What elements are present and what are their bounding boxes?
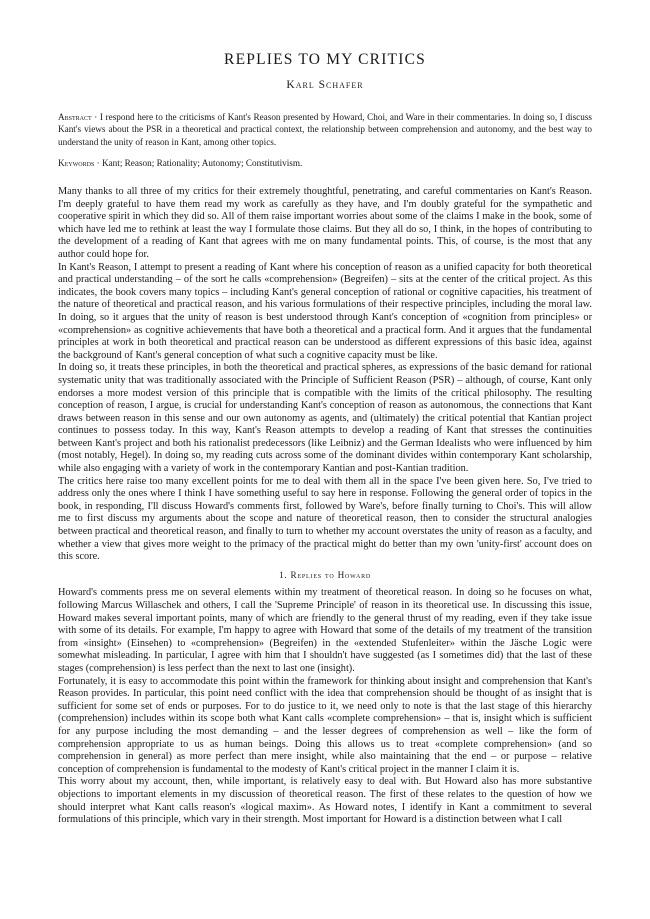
abstract-label: Abstract [58,112,92,122]
abstract-text: · I respond here to the criticisms of Kant's Reason presented by Howard, Choi, and Ware in their commentaries. In doing so, I discuss Kant's views about the PSR in a theoretical and practical context, the relationship between comprehension and autonomy, and the best way to understand the unity of reason in Kant, among other topics. [58,112,592,147]
article-body [58,186,592,827]
keywords-text: · Kant; Reason; Rationality; Autonomy; Constitutivism. [94,158,303,168]
body-paragraph: In doing so, it treats these principles, in both the theoretical and practical spheres, as expressions of the basic demand for rational systematic unity that was traditionally associated with the Principle of Sufficient Reason (PSR) – although, of course, Kant only endorses a more modest version of this principle that is compatible with the limits of the critical philosophy. The resulting conception of reason, I argue, is crucial for understanding Kant's conception of reason as autonomous, the connections that Kant draws between reason in this sense and our own autonomy as agents, and (ultimately) the critical potential that Kantian project continues to possess today. In this way, Kant's Reason attempts to develop a reading of Kant that stresses the continuities between Kant's project and both his rationalist predecessors (like Leibniz) and the German Idealists who were influenced by him (most notably, Hegel). In doing so, my reading cuts across some of the dominant divides within contemporary Kant scholarship, while also engaging with a variety of work in the contemporary Kantian and post-Kantian tradition. [58,362,592,475]
paper-title: REPLIES TO MY CRITICS [224,51,426,68]
abstract [58,111,592,148]
body-paragraph: Many thanks to all three of my critics for their extremely thoughtful, penetrating, and careful commentaries on Kant's Reason. I'm deeply grateful to have them read my work as carefully as they have, and I'm doubly grateful for the sympathetic and cooperative spirit in which they did so. All of them raise important worries about some of the claims I make in the book, some of which have led me to rethink at least the way I formulate those claims. But they all do so, I think, in the hopes of contributing to the development of a reading of Kant that agrees with me on many fundamental points. This, of course, is the most that any author could hope for. [58,186,592,260]
body-paragraph: This worry about my account, then, while important, is relatively easy to deal with. But Howard also has more substantive objections to important elements in my discussion of theoretical reason. The first of these relates to the question of how we should interpret what Kant calls reason's «logical maxim». As Howard notes, I identify in Kant a commitment to several formulations of this principle, which vary in their strength. Most important for Howard is a distinction between what I call [58,776,592,826]
keywords [58,157,592,169]
body-paragraph: Howard's comments press me on several elements within my treatment of theoretical reason. In doing so he focuses on what, following Marcus Willaschek and others, I call the 'Supreme Principle' of reason in its theoretical use. In discussing this issue, Howard makes several important points, many of which are friendly to the general thrust of my reading, even if they take issue with some of its details. For example, I'm happy to agree with Howard that some of the details of my treatment of the transition from «insight» (Einsehen) to «comprehension» (Begreifen) in the «extended Stufenleiter» within the Jäsche Logic were somewhat misleading. In particular, I agree with him that I shouldn't have suggested (as I sometimes did) that the last of these stages (comprehension) is less perfect than the next to last one (insight). [58,587,592,674]
keywords-label: Keywords [58,158,95,168]
body-paragraph: Fortunately, it is easy to accommodate this point within the framework for thinking about insight and comprehension that Kant's Reason provides. In particular, this point need conflict with the idea that comprehension should be thought of as insight that is sufficient for some set of ends or purposes. For to do justice to it, we need only to note is that the last stage of this hierarchy (comprehension) includes within its scope both what Kant calls «complete comprehension» – that is, insight which is sufficient for any purpose including the most demanding – and the lesser degrees of comprehension as well – like the form of comprehension appropriate to us as human beings. Doing this allows us to treat «complete comprehension» (and so comprehension in general) as more perfect than mere insight, while also maintaining that the end – or purpose – relative conception of comprehension is fundamental to the modesty of Kant's critical project in the manner I claim it is. [58,675,592,775]
body-paragraph: In Kant's Reason, I attempt to present a reading of Kant where his conception of reason as a unified capacity for both theoretical and practical understanding – of the sort he calls «comprehension» (Begreifen) – sits at the center of the critical project. As this indicates, the book covers many topics – including Kant's general conception of rational or cognitive capacities, his treatment of the nature of theoretical and practical reason, and his various formulations of their respective principles, including the moral law. In doing, so it argues that the unity of reason is best understood through Kant's conception of «cognition from principles» or «comprehension» as cognitive achievements that have both a theoretical and a practical form. And it argues that the fundamental principles at work in both theoretical and practical reason can be understood as different expressions of this basic idea, against the background of Kant's general conception of what such a cognitive capacity must be like. [58,261,592,361]
section-heading: 1. Replies to Howard [278,569,372,580]
body-paragraph: The critics here raise too many excellent points for me to deal with them all in the space I've been given here. So, I've tried to address only the ones where I think I have something useful to say here in response. Following the general order of topics in the book, in responding, I'll discuss Howard's comments first, followed by Ware's, before finally turning to Choi's. This will allow me to first discuss my arguments about the scope and nature of theoretical reason, then to consider the structural analogies between practical and theoretical reason, and finally to turn to whether my account overstates the unity of reason as a faculty, and whether a view that gives more weight to the primacy of the practical might do better than my own 'unity-first' account does on this score. [58,475,592,563]
author-name: Karl Schafer [286,79,364,91]
